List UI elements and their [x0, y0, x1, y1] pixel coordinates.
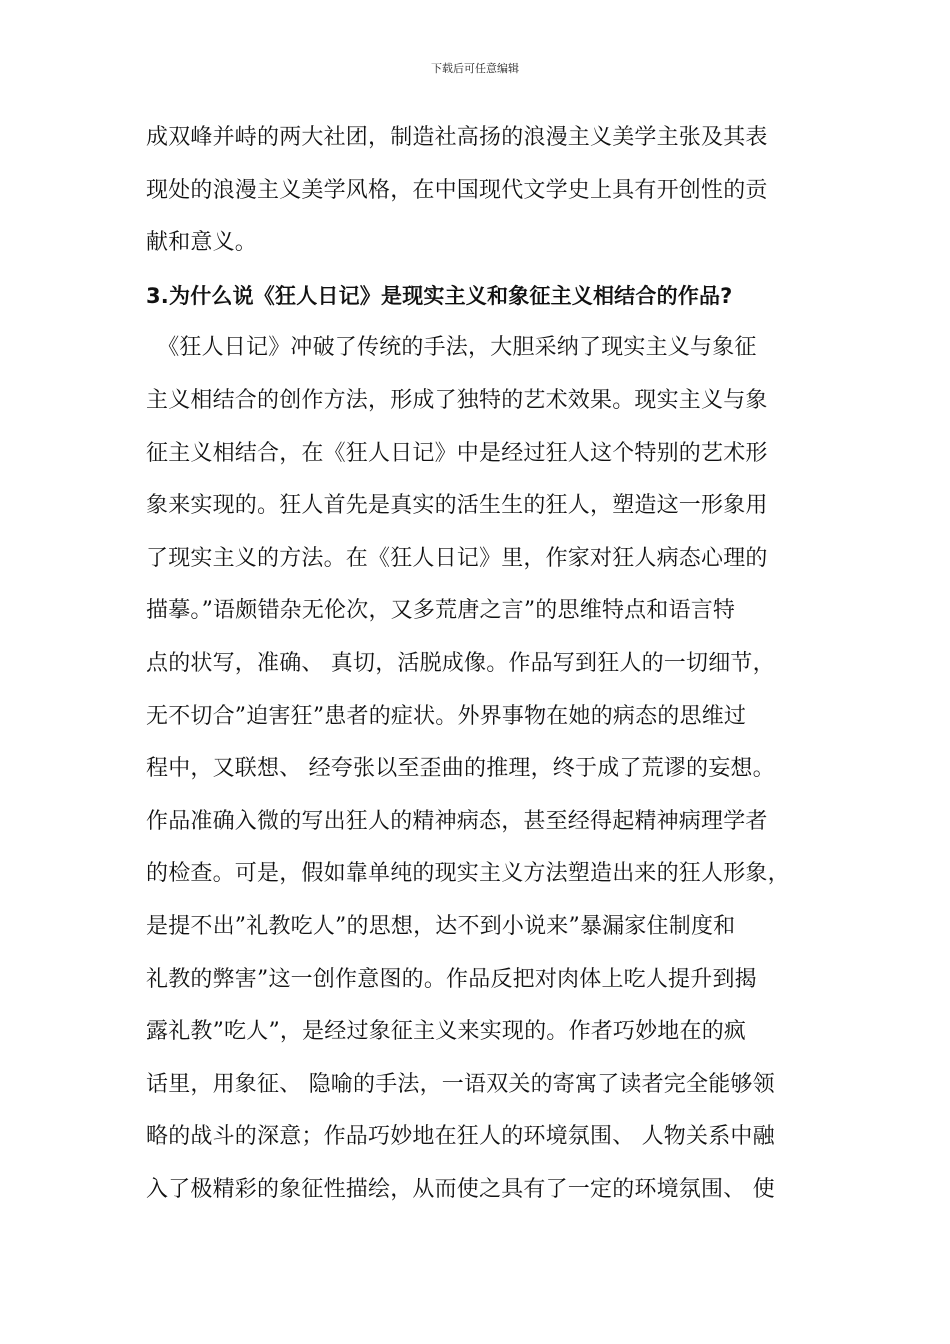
- text-line: 的检查。可是，假如靠单纯的现实主义方法塑造出来的狂人形象，: [146, 861, 790, 887]
- text-line: 征主义相结合，在《狂人日记》中是经过狂人这个特别的艺术形: [146, 440, 768, 466]
- text-line: 入了极精彩的象征性描绘，从而使之具有了一定的环境氛围、 使: [146, 1176, 775, 1202]
- text-line: 现处的浪漫主义美学风格，在中国现代文学史上具有开创性的贡: [146, 177, 768, 203]
- document-body: [146, 118, 810, 1222]
- text-line: 话里，用象征、 隐喻的手法，一语双关的寄寓了读者完全能够领: [146, 1071, 775, 1097]
- text-line: 作品准确入微的写出狂人的精神病态，甚至经得起精神病理学者: [146, 808, 768, 834]
- text-line: 献和意义。: [146, 230, 258, 256]
- text-line: 露礼教”吃人”，是经过象征主义来实现的。作者巧妙地在的疯: [146, 1019, 747, 1045]
- text-line: 象来实现的。狂人首先是真实的活生生的狂人，塑造这一形象用: [146, 493, 768, 519]
- text-line: 描摹。”语颇错杂无伦次，又多荒唐之言”的思维特点和语言特: [146, 598, 736, 624]
- section-heading: 3.为什么说《狂人日记》是现实主义和象征主义相结合的作品?: [146, 283, 733, 308]
- text-line: 程中，又联想、 经夸张以至歪曲的推理，终于成了荒谬的妄想。: [146, 756, 775, 782]
- text-line: 是提不出”礼教吃人”的思想，达不到小说来”暴漏家住制度和: [146, 913, 736, 939]
- text-line: 礼教的弊害”这一创作意图的。作品反把对肉体上吃人提升到揭: [146, 966, 757, 992]
- text-line: 了现实主义的方法。在《狂人日记》里，作家对狂人病态心理的: [146, 545, 768, 571]
- text-line: 《狂人日记》冲破了传统的手法，大胆采纳了现实主义与象征: [146, 335, 757, 361]
- text-line: 略的战斗的深意；作品巧妙地在狂人的环境氛围、 人物关系中融: [146, 1124, 775, 1150]
- text-line: 无不切合”迫害狂”患者的症状。外界事物在她的病态的思维过: [146, 703, 747, 729]
- text-line: 成双峰并峙的两大社团，制造社高扬的浪漫主义美学主张及其表: [146, 125, 768, 150]
- text-line: 主义相结合的创作方法，形成了独特的艺术效果。现实主义与象: [146, 387, 768, 413]
- text-line: 点的状写，准确、 真切，活脱成像。作品写到狂人的一切细节，: [146, 650, 775, 676]
- page-header: 下载后可任意编辑: [431, 62, 519, 75]
